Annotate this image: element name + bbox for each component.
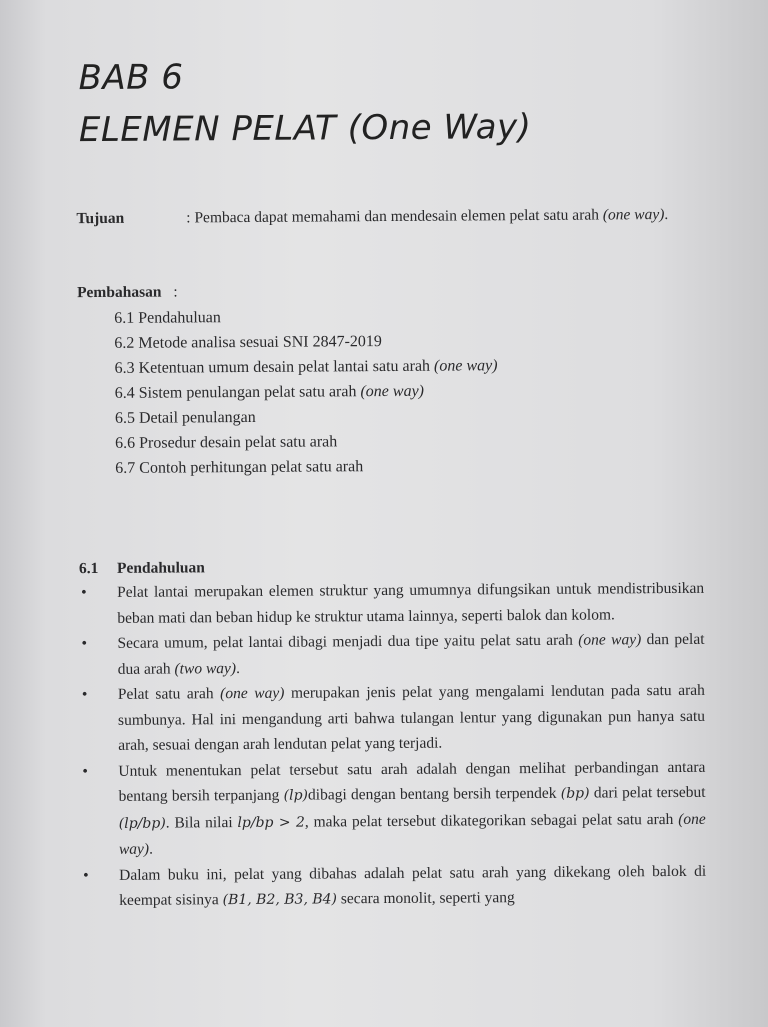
section-title: Pendahuluan (116, 559, 205, 577)
bullet-list (79, 576, 706, 915)
table-of-contents (114, 303, 498, 481)
bullet-item: • Untuk menentukan pelat tersebut satu arah adalah dengan melihat perbandingan antara bentang bersih terpanjang (lp)dibagi dengan bentang bersih terpendek (bp) dari pelat tersebut (lp/bp). Bila nilai lp/bp > 2, maka pelat tersebut dikategorikan sebagai pelat satu arah (one way). (82, 758, 706, 858)
bullet-item: • Secara umum, pelat lantai dibagi menjadi dua tipe yaitu pelat satu arah (one way) dan pelat dua arah (two way). (81, 630, 705, 678)
math-ratio: (lp/bp) (118, 815, 166, 832)
chapter-number: BAB 6 (78, 57, 184, 99)
math-bp: (bp) (560, 785, 590, 802)
objective-italic: (one way) (602, 206, 665, 224)
toc-item: 6.2 Metode analisa sesuai SNI 2847-2019 (114, 333, 382, 352)
discussion-sep: : (173, 283, 178, 301)
bullet-dot-icon: • (81, 635, 88, 653)
discussion-heading (77, 283, 178, 302)
bullet-item: • Pelat satu arah (one way) merupakan jenis pelat yang mengalami lendutan pada satu arah sumbunya. Hal ini mengandung arti bahwa tulangan lentur yang digunakan pun hanya satu arah, sesuai dengan arah lendutan pelat yang terjadi. (81, 681, 706, 754)
math-lp: (lp) (283, 787, 309, 804)
bullet-dot-icon: • (81, 584, 87, 602)
objective-paragraph (76, 201, 716, 232)
math-beams: (B1, B2, B3, B4) (222, 891, 338, 909)
section-heading (79, 559, 205, 578)
toc-item: 6.7 Contoh perhitungan pelat satu arah (115, 458, 364, 477)
section-number: 6.1 (78, 560, 99, 578)
toc-item: 6.4 Sistem penulangan pelat satu arah (one way) (114, 382, 425, 402)
objective-sep: : (186, 209, 195, 227)
toc-item: 6.3 Ketentuan umum desain pelat lantai satu arah (one way) (114, 357, 498, 377)
bullet-item: • Pelat lantai merupakan elemen struktur yang umumnya difungsikan untuk mendistribusikan beban mati dan beban hidup ke struktur utama lainnya, seperti balok dan kolom. (81, 579, 705, 627)
discussion-label: Pembahasan (76, 283, 162, 302)
toc-item: 6.1 Pendahuluan (114, 309, 221, 327)
objective-text: Pembaca dapat memahami dan mendesain elemen pelat satu arah (194, 206, 600, 227)
objective-label: Tujuan (76, 209, 125, 228)
bullet-dot-icon: • (83, 866, 89, 884)
toc-item: 6.6 Prosedur desain pelat satu arah (115, 433, 338, 452)
objective-end: . (664, 206, 669, 224)
bullet-dot-icon: • (82, 762, 89, 780)
math-condition: lp/bp > 2 (237, 814, 305, 831)
chapter-title: ELEMEN PELAT (One Way) (78, 106, 532, 151)
bullet-dot-icon: • (81, 686, 88, 704)
toc-item: 6.5 Detail penulangan (114, 408, 256, 427)
bullet-item: • Dalam buku ini, pelat yang dibahas adalah pelat satu arah yang dikekang oleh balok di keempat sisinya (B1, B2, B3, B4) secara monolit, seperti yang (83, 862, 707, 909)
